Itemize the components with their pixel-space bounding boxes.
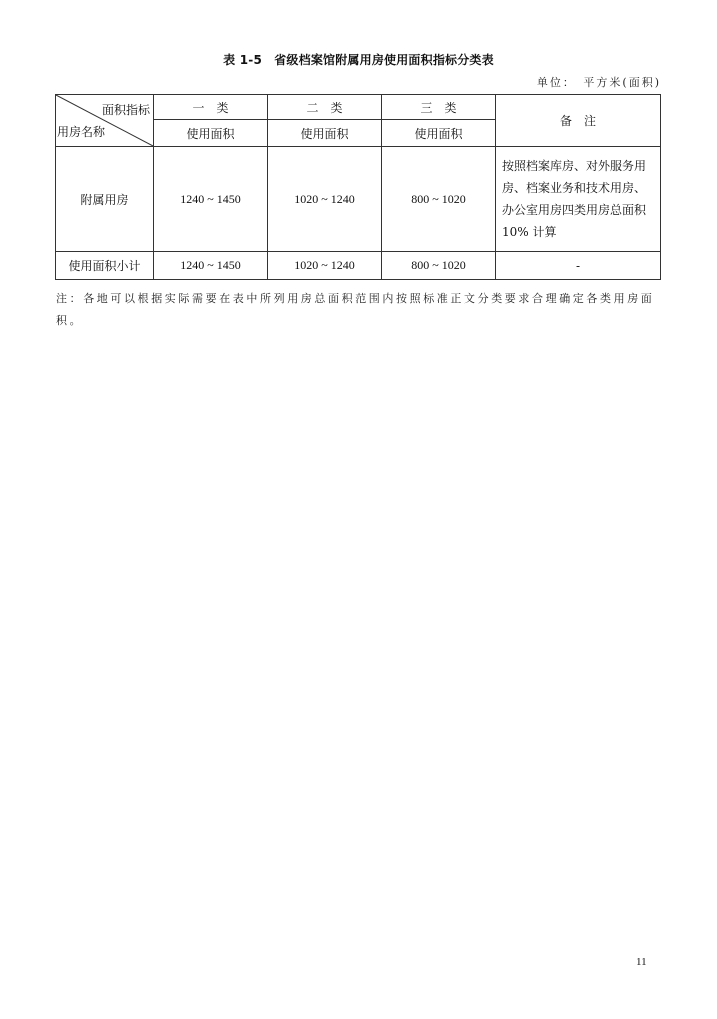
page-number: 11 (636, 956, 647, 968)
table-row (56, 147, 661, 252)
category-header-3: 三 类 (382, 95, 496, 120)
subheader-usage-area-1: 使用面积 (154, 120, 268, 147)
value-cell: 800 ~ 1020 (382, 147, 496, 252)
diagonal-header-cell (56, 95, 154, 147)
unit-label: 单位： 平方米(面积) (536, 76, 661, 89)
header-row (56, 95, 661, 120)
value-cell: 1020 ~ 1240 (268, 252, 382, 280)
diagonal-header-bottom: 用房名称 (57, 125, 106, 139)
value-cell: 800 ~ 1020 (382, 252, 496, 280)
area-index-table-container (55, 94, 660, 271)
table-title: 表 1-5 省级档案馆附属用房使用面积指标分类表 (223, 53, 494, 67)
subheader-usage-area-2: 使用面积 (268, 120, 382, 147)
diagonal-header-top: 面积指标 (101, 103, 150, 117)
area-index-table (55, 94, 661, 280)
category-header-2: 二 类 (268, 95, 382, 120)
remark-cell: - (496, 252, 661, 280)
value-cell: 1240 ~ 1450 (154, 147, 268, 252)
table-row-subtotal (56, 252, 661, 280)
table-note: 注：各地可以根据实际需要在表中所列用房总面积范围内按照标准正文分类要求合理确定各类用房面积。 (56, 292, 655, 327)
subheader-usage-area-3: 使用面积 (382, 120, 496, 147)
value-cell: 1020 ~ 1240 (268, 147, 382, 252)
remark-cell: 按照档案库房、对外服务用房、档案业务和技术用房、办公室用房四类用房总面积 10% 计算 (496, 147, 661, 252)
remark-header: 备 注 (496, 95, 661, 147)
row-name-auxiliary-rooms: 附属用房 (56, 147, 154, 252)
row-name-subtotal: 使用面积小计 (56, 252, 154, 280)
category-header-1: 一 类 (154, 95, 268, 120)
value-cell: 1240 ~ 1450 (154, 252, 268, 280)
